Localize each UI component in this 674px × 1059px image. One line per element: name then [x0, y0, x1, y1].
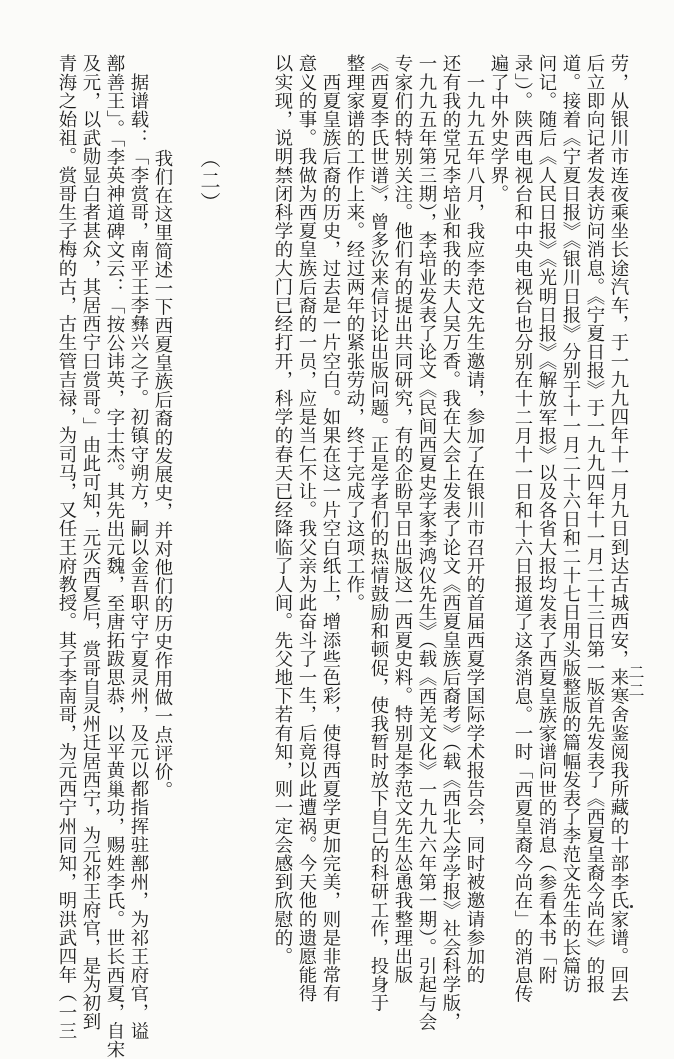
text-column: 我们在这里简述一下西夏皇族后裔的发展史，并对他们的历史作用做一点评价。 — [152, 130, 173, 800]
text-column: 还有我的堂兄李培业和我的夫人吴万香。我在大会上发表了论文《西夏皇族后裔考》（载《西北大学学报》社会科学版， — [440, 54, 461, 1031]
text-column: 后立即向记者发表访问消息。《宁夏日报》于一九九四年十一月二十三日第一版首先发表了《西夏皇裔今尚在》的报 — [584, 54, 605, 994]
text-column: 问记。随后《人民日报》《光明日报》《解放军报》以及各省大报均发表了西夏皇族家谱问世的消息（参看本书「附 — [536, 54, 557, 985]
text-column: 青海之始祖。赏哥生子梅的古，古生管吉禄，为司马，又任王府教授。其子李南哥，为元西宁州同知，明洪武四年（一三 — [56, 54, 77, 1040]
text-column: 专家们的特别关注。他们有的提出共同研究，有的企盼早日出版这一西夏史料。特别是李范文先生怂恿我整理出版 — [392, 54, 413, 984]
text-column: 劳，从银川市连夜乘坐长途汽车，于一九九四年十一月九日到达古城西安，来寒舍鉴阅我所藏的十部李氏家谱。回去 — [608, 54, 629, 1003]
text-column: 一九九五年八月，我应李范文先生邀请，参加了在银川市召开的首届西夏学国际学术报告会，同时被邀请参加的 — [464, 54, 485, 984]
text-column: 及元，以武勋显白者甚众，其居西宁曰赏哥。」由此可知，元灭西夏后，赏哥自灵州迁居西宁，为元祁王府官，是为初到 — [80, 54, 101, 1031]
text-column: 遍了中外史学界。 — [488, 54, 509, 203]
text-column: 意义的事。我做为西夏皇族后裔的一员，应是当仁不让。我父亲为此奋斗了一生，后竟以此遭祸。今天他的遗愿能得 — [296, 54, 317, 1003]
text-column: 录」）。陕西电视台和中央电视台也分别在十二月十一日和十六日报道了这条消息。一时「西夏皇裔今尚在」的消息传 — [512, 54, 533, 1003]
text-column: 整理家谱的工作上来。经过两年的紧张劳动，终于完成了这项工作。 — [344, 54, 365, 612]
text-column: 据谱载：「李赏哥，南平王李彝兴之子。初镇守朔方，嗣以金吾职守宁夏灵州，及元以都指挥驻鄯州，为祁王府官，谥 — [128, 54, 149, 1040]
text-column: 鄯善王」。「李英神道碑文云：「按公讳英，字士杰。其先出元魏，至唐拓跋思恭，以平黄巢功，赐姓李氏。世长西夏，自宋 — [104, 54, 125, 1059]
text-column: 一九九五年第三期），李培业发表了论文《民间西夏史学家李鸿仪先生》（载《西羌文化》一九九六年第一期）。引起与会 — [416, 54, 437, 1031]
text-column: 西夏皇族后裔的历史，过去是一片空白。如果在这一片空白纸上，增添些色彩，使得西夏学更加完美，则是非常有 — [320, 54, 341, 1003]
paper-speck — [630, 905, 633, 908]
page-number: 二二 — [626, 664, 645, 700]
text-column: 以实现，说明禁闭科学的大门已经打开，科学的春天已经降临了人间。先父地下若有知，则一定会感到欣慰的。 — [272, 54, 293, 966]
section-heading: （二） — [197, 148, 221, 214]
text-column: 《西夏李氏世谱》，曾多次来信讨论出版问题。正是学者们的热情鼓励和顿促，使我暂时放下自己的科研工作，投身于 — [368, 54, 389, 1012]
text-column: 道。接着《宁夏日报》《银川日报》分别于十一月二十六日和二十七日用头版整版的篇幅发表了李范文先生的长篇访 — [560, 54, 581, 994]
